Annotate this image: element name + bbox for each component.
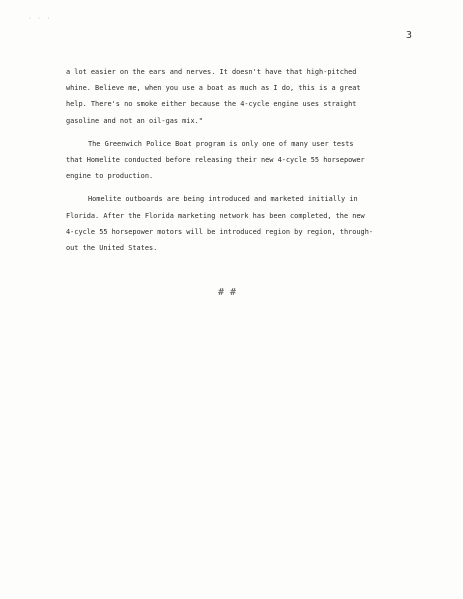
- page-number: 3: [406, 30, 413, 41]
- body-text: [66, 64, 426, 263]
- paragraph-3: [66, 191, 426, 256]
- paragraph-line: Florida. After the Florida marketing network has been completed, the new: [66, 211, 365, 220]
- paragraph-line: The Greenwich Police Boat program is only one of many user tests: [88, 139, 354, 148]
- paragraph-2: [66, 136, 426, 185]
- paragraph-line: out the United States.: [66, 244, 158, 253]
- end-mark: # #: [218, 287, 237, 298]
- paragraph-line: 4-cycle 55 horsepower motors will be introduced region by region, through-: [66, 227, 373, 236]
- paragraph-line: Homelite outboards are being introduced and marketed initially in: [88, 195, 358, 204]
- paragraph-line: gasoline and not an oil-gas mix.": [66, 116, 203, 125]
- scan-artifact: · · ·: [28, 15, 52, 22]
- paragraph-line: that Homelite conducted before releasing their new 4-cycle 55 horsepower: [66, 156, 365, 165]
- paragraph-line: whine. Believe me, when you use a boat as much as I do, this is a great: [66, 84, 361, 93]
- paragraph-1: [66, 64, 426, 129]
- paragraph-line: a lot easier on the ears and nerves. It doesn't have that high-pitched: [66, 68, 357, 76]
- paragraph-line: help. There's no smoke either because the 4-cycle engine uses straight: [66, 100, 357, 109]
- paragraph-line: engine to production.: [66, 172, 154, 181]
